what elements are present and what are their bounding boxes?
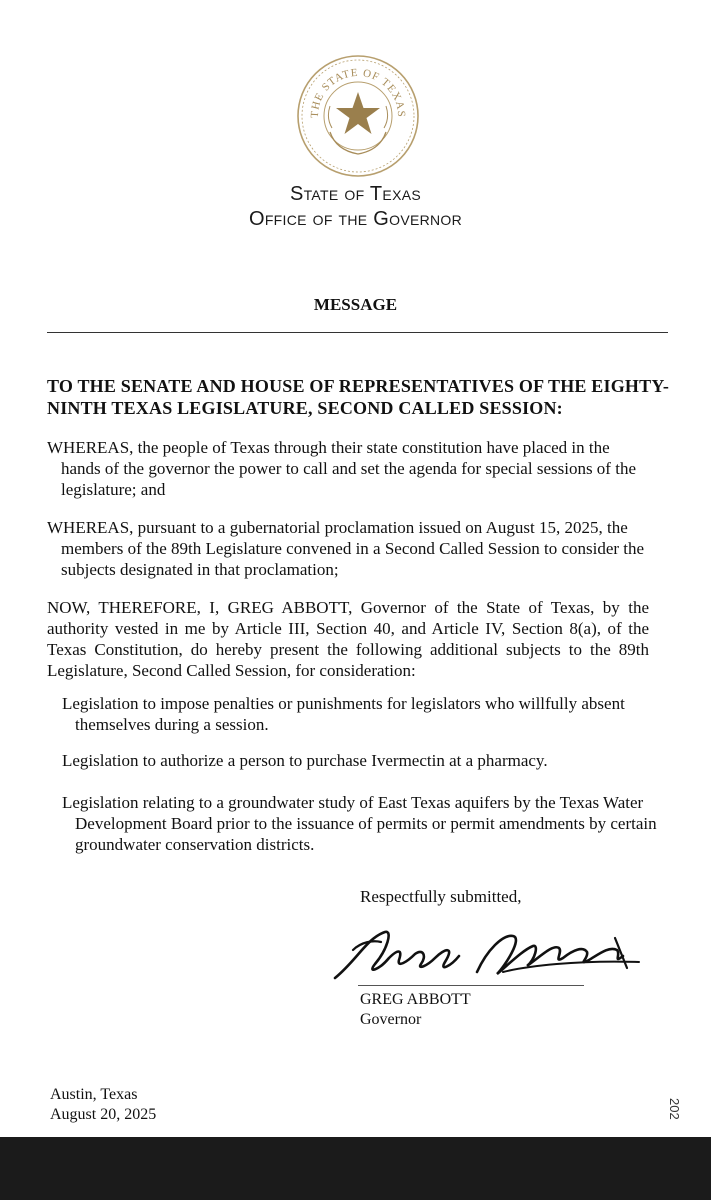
signer-title: Governor xyxy=(360,1011,422,1028)
whereas-paragraph-2: WHEREAS, pursuant to a gubernatorial proclamation issued on August 15, 2025, the members of the 89th Legislature convened in a Second Called Session to consider the subjects designated in that proclamation; xyxy=(47,518,645,579)
handwritten-signature xyxy=(327,920,647,1000)
svg-text:THE STATE OF TEXAS: THE STATE OF TEXAS xyxy=(308,66,408,119)
whereas-paragraph-1: WHEREAS, the people of Texas through their state constitution have placed in the hands of the governor the power to call and set the agenda for special sessions of the legislature; and xyxy=(47,438,636,499)
signature-line xyxy=(358,985,584,986)
subject-item-2: Legislation to authorize a person to purchase Ivermectin at a pharmacy. xyxy=(62,751,548,770)
closing-line: Respectfully submitted, xyxy=(360,887,522,906)
place-date-block xyxy=(50,1085,156,1125)
edge-mark: 202 xyxy=(667,1098,682,1120)
divider xyxy=(47,332,668,333)
letterhead-line-1: State of Texas xyxy=(289,183,421,205)
document-title: MESSAGE xyxy=(313,295,398,314)
location: Austin, Texas xyxy=(50,1086,138,1103)
salutation: TO THE SENATE AND HOUSE OF REPRESENTATIVES OF THE EIGHTY-NINTH TEXAS LEGISLATURE, SECOND CALLED SESSION: xyxy=(47,376,670,418)
signer-block xyxy=(360,990,471,1030)
bottom-bar xyxy=(0,1137,711,1200)
subject-item-3: Legislation relating to a groundwater study of East Texas aquifers by the Texas Water Development Board prior to the issuance of permits or permit amendments by certain groundwater conservation districts. xyxy=(62,793,657,854)
letterhead-line-2: Office of the Governor xyxy=(248,208,463,230)
date: August 20, 2025 xyxy=(50,1106,157,1123)
state-seal-icon xyxy=(296,54,420,178)
signer-name: GREG ABBOTT xyxy=(360,991,471,1008)
therefore-paragraph: NOW, THEREFORE, I, GREG ABBOTT, Governor of the State of Texas, by the authority vested in me by Article III, Section 40, and Article IV, Section 8(a), of the Texas Constitution, do hereby present the following additional subjects to the 89th Legislature, Second Called Session, for consideration: xyxy=(47,598,649,680)
subject-item-1: Legislation to impose penalties or punishments for legislators who willfully absent themselves during a session. xyxy=(62,694,625,734)
